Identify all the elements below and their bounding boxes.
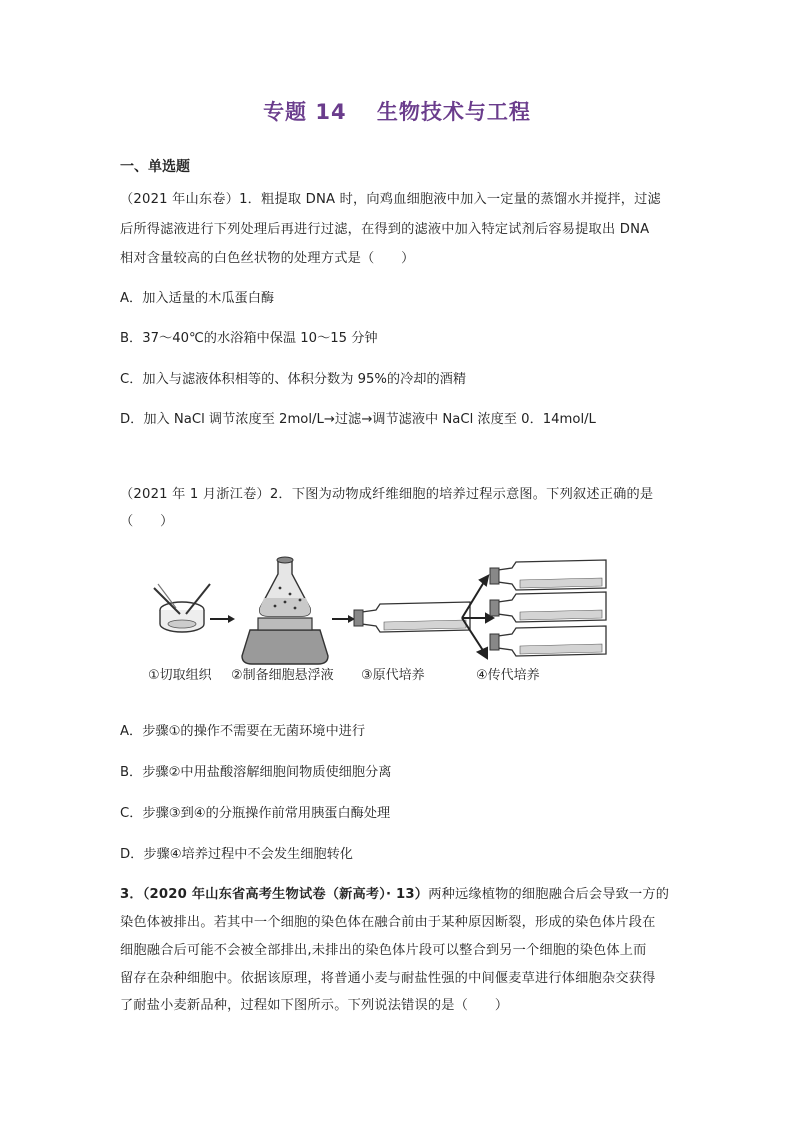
branch-arrows-icon [462,576,493,658]
arrow-icon [332,615,355,623]
culture-flask-icon [490,592,606,622]
figure-caption: ③原代培养 [361,668,425,683]
q1-option-a: A．加入适量的木瓜蛋白酶 [120,291,275,306]
q1-option-c: C．加入与滤液体积相等的、体积分数为 95%的冷却的酒精 [120,372,467,387]
q2-option-d: D．步骤④培养过程中不会发生细胞转化 [120,847,353,862]
q2-line: （ ） [120,514,174,529]
q3-line-rest: 两种远缘植物的细胞融合后会导致一方的 [428,887,670,902]
q2-option-a: A．步骤①的操作不需要在无菌环境中进行 [120,724,366,739]
culture-flask-icon [490,560,606,590]
figure-caption: ①切取组织 [148,668,212,683]
q3-line [120,883,669,902]
q2-line: （2021 年 1 月浙江卷）2．下图为动物成纤维细胞的培养过程示意图。下列叙述正确的是 [120,487,654,502]
section-heading: 一、单选题 [120,159,190,175]
figure-caption: ④传代培养 [476,668,540,683]
page-title: 专题 14 生物技术与工程 [263,100,531,124]
q3-line: 了耐盐小麦新品种，过程如下图所示。下列说法错误的是（ ） [120,998,509,1013]
arrow-icon [210,615,235,623]
flask-icon [242,557,328,664]
q3-line: 染色体被排出。若其中一个细胞的染色体在融合前由于某种原因断裂，形成的染色体片段在 [120,915,656,930]
q1-line: 后所得滤液进行下列处理后再进行过滤，在得到的滤液中加入特定试剂后容易提取出 DNA [120,222,650,237]
q2-option-b: B．步骤②中用盐酸溶解细胞间物质使细胞分离 [120,765,392,780]
q1-line: （2021 年山东卷）1．粗提取 DNA 时，向鸡血细胞液中加入一定量的蒸馏水并搅拌，过滤 [120,192,661,207]
figure-caption: ②制备细胞悬浮液 [231,668,334,683]
culture-flask-icon [354,602,470,632]
petri-dish-icon [154,584,210,632]
q3-source: 3．（2020 年山东省高考生物试卷（新高考）· 13） [120,887,429,902]
culture-flask-icon [490,626,606,656]
q1-line: 相对含量较高的白色丝状物的处理方式是（ ） [120,251,415,266]
q1-option-b: B．37～40℃的水浴箱中保温 10～15 分钟 [120,331,378,346]
q3-line: 细胞融合后可能不会被全部排出,未排出的染色体片段可以整合到另一个细胞的染色体上而 [120,943,647,958]
q3-line: 留存在杂种细胞中。依据该原理，将普通小麦与耐盐性强的中间偃麦草进行体细胞杂交获得 [120,971,656,986]
q2-option-c: C．步骤③到④的分瓶操作前常用胰蛋白酶处理 [120,806,391,821]
q1-option-d: D．加入 NaCl 调节浓度至 2mol/L→过滤→调节滤液中 NaCl 浓度至 0．14mol/L [120,412,596,427]
